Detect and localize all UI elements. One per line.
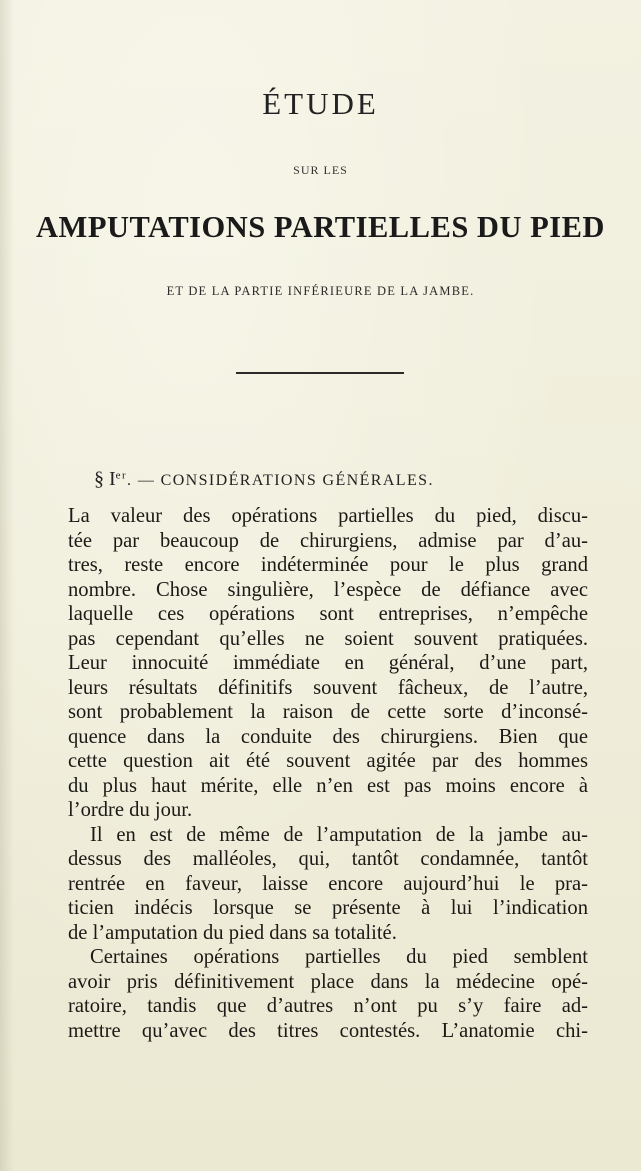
main-title: AMPUTATIONS PARTIELLES DU PIED xyxy=(36,210,605,244)
body-line: nombre. Chose singulière, l’espèce de défiance avec xyxy=(68,578,588,601)
body-line: laquelle ces opérations sont entreprises, n’empêche xyxy=(68,603,588,625)
body-line: quence dans la conduite des chirurgiens. Bien que xyxy=(68,725,588,748)
title-sur-les: SUR LES xyxy=(293,163,348,177)
body-line: sont probablement la raison de cette sorte d’inconsé- xyxy=(68,701,588,723)
body-line: ticien indécis lorsque se présente à lui l’indication xyxy=(68,897,588,919)
body-line: La valeur des opérations partielles du pied, discu- xyxy=(68,505,588,527)
body-line: Certaines opérations partielles du pied semblent xyxy=(90,946,588,968)
subtitle: ET DE LA PARTIE INFÉRIEURE DE LA JAMBE. xyxy=(166,284,475,298)
body-line: rentrée en faveur, laisse encore aujourd’hui le pra- xyxy=(68,872,588,895)
body-line: leurs résultats définitifs souvent fâcheux, de l’autre, xyxy=(68,676,588,699)
body-line: cette question ait été souvent agitée par des hommes xyxy=(68,750,588,772)
body-line: pas cependant qu’elles ne soient souvent pratiquées. xyxy=(68,627,588,650)
body-line: ratoire, tandis que d’autres n’ont pu s’y faire ad- xyxy=(68,995,588,1017)
body-line: Il en est de même de l’amputation de la jambe au- xyxy=(90,823,588,846)
section-heading xyxy=(94,468,434,491)
body-line: dessus des malléoles, qui, tantôt condamnée, tantôt xyxy=(68,848,588,870)
section-number: § I xyxy=(94,468,116,490)
body-line: Leur innocuité immédiate en général, d’une part, xyxy=(68,652,588,674)
title-etude: ÉTUDE xyxy=(262,86,379,121)
body-line: mettre qu’avec des titres contestés. L’anatomie chi- xyxy=(68,1019,588,1042)
body-line: de l’amputation du pied dans sa totalité. xyxy=(68,921,397,944)
body-text xyxy=(68,504,588,1043)
section-number-superscript: er xyxy=(115,469,128,482)
body-line: tée par beaucoup de chirurgiens, admise par d’au- xyxy=(68,529,588,552)
body-line: l’ordre du jour. xyxy=(68,799,193,821)
body-line: tres, reste encore indéterminée pour le plus grand xyxy=(68,554,588,576)
section-title: . — CONSIDÉRATIONS GÉNÉRALES. xyxy=(127,472,434,489)
title-divider-rule xyxy=(236,372,404,374)
body-line: du plus haut mérite, elle n’en est pas moins encore à xyxy=(68,774,588,797)
body-line: avoir pris définitivement place dans la médecine opé- xyxy=(68,970,588,993)
